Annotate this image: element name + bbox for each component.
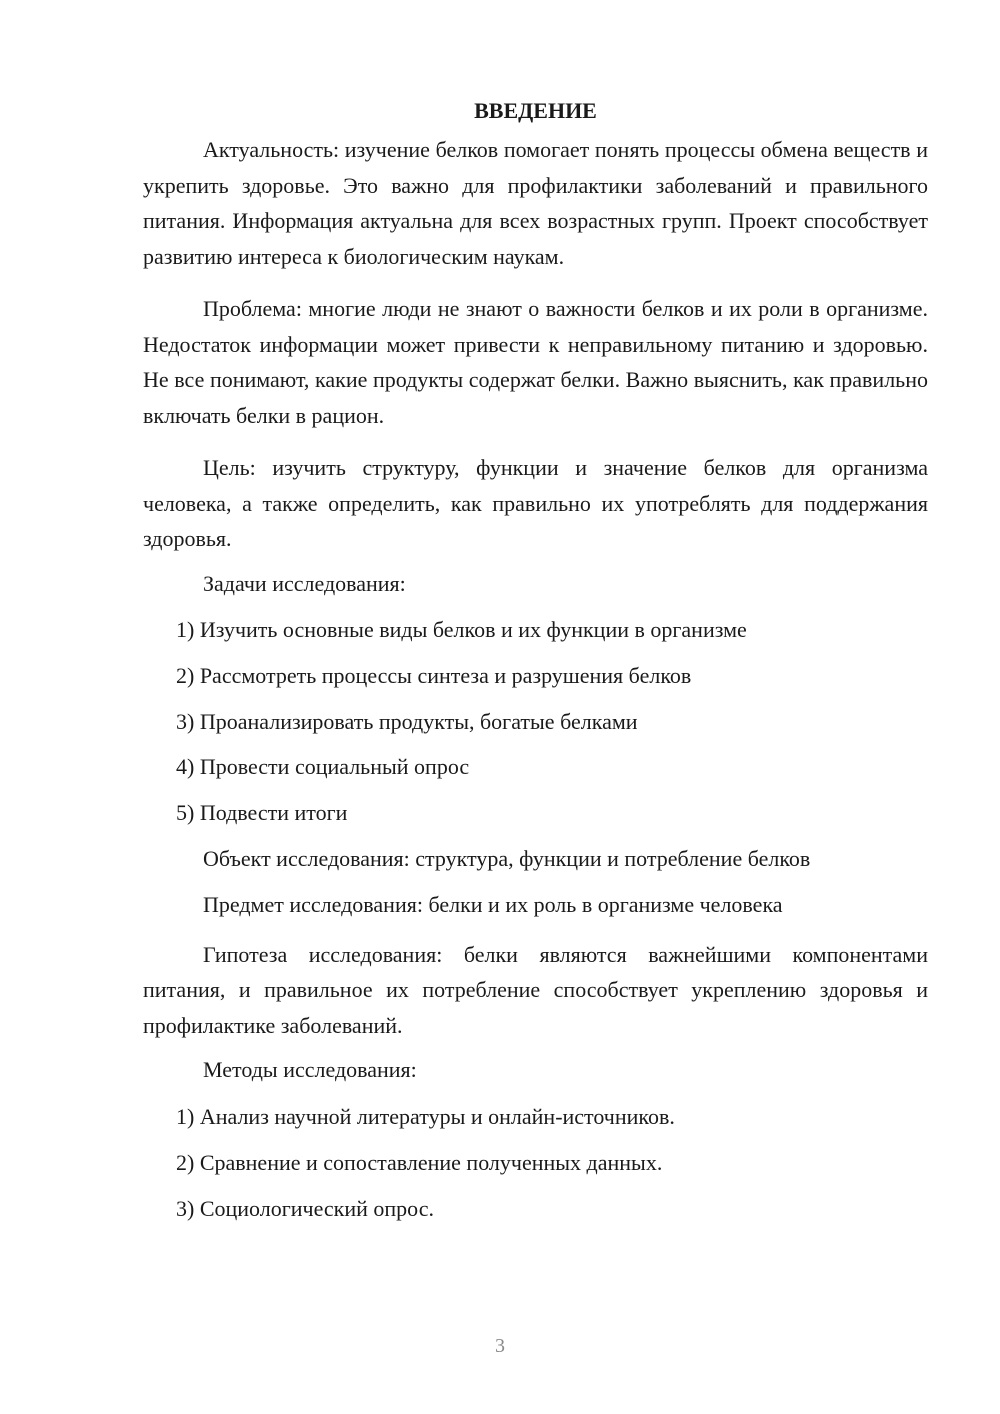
method-item: 1) Анализ научной литературы и онлайн-источников. <box>176 1103 675 1129</box>
hypothesis-paragraph: Гипотеза исследования: белки являются важнейшими компонентами питания, и правильное их потребление способствует укреплению здоровья и профилактике заболеваний. <box>143 941 928 1038</box>
tasks-heading: Задачи исследования: <box>203 570 406 596</box>
tasks-list <box>143 615 928 828</box>
task-item: 3) Проанализировать продукты, богатые белками <box>176 708 638 734</box>
section-title: ВВЕДЕНИЕ <box>474 98 597 123</box>
method-item: 3) Социологический опрос. <box>176 1195 434 1221</box>
method-item: 2) Сравнение и сопоставление полученных данных. <box>176 1149 663 1175</box>
document-page <box>143 96 928 1239</box>
subject-line: Предмет исследования: белки и их роль в организме человека <box>203 892 783 918</box>
methods-list <box>143 1102 928 1224</box>
task-item: 1) Изучить основные виды белков и их функции в организме <box>176 617 747 642</box>
task-item: 4) Провести социальный опрос <box>176 754 470 780</box>
goal-paragraph: Цель: изучить структуру, функции и значение белков для организма человека, а также определить, как правильно их употреблять для поддержания здоровья. <box>143 455 928 551</box>
task-item: 2) Рассмотреть процессы синтеза и разрушения белков <box>176 662 692 688</box>
problem-paragraph: Проблема: многие люди не знают о важности белков и их роли в организме. Недостаток информации может привести к неправильному питанию и здоровью. Не все понимают, какие продукты содержат белки. Важно выяснить, как правильно включать белки в рацион. <box>143 296 928 428</box>
relevance-paragraph: Актуальность: изучение белков помогает понять процессы обмена веществ и укрепить здоровье. Это важно для профилактики заболеваний и правильного питания. Информация актуальна для всех возрастных групп. Проект способствует развитию интереса к биологическим наукам. <box>143 137 928 269</box>
page-number: 3 <box>495 1335 505 1357</box>
methods-heading: Методы исследования: <box>203 1057 417 1083</box>
object-line: Объект исследования: структура, функции и потребление белков <box>203 845 811 871</box>
task-item: 5) Подвести итоги <box>176 800 348 826</box>
